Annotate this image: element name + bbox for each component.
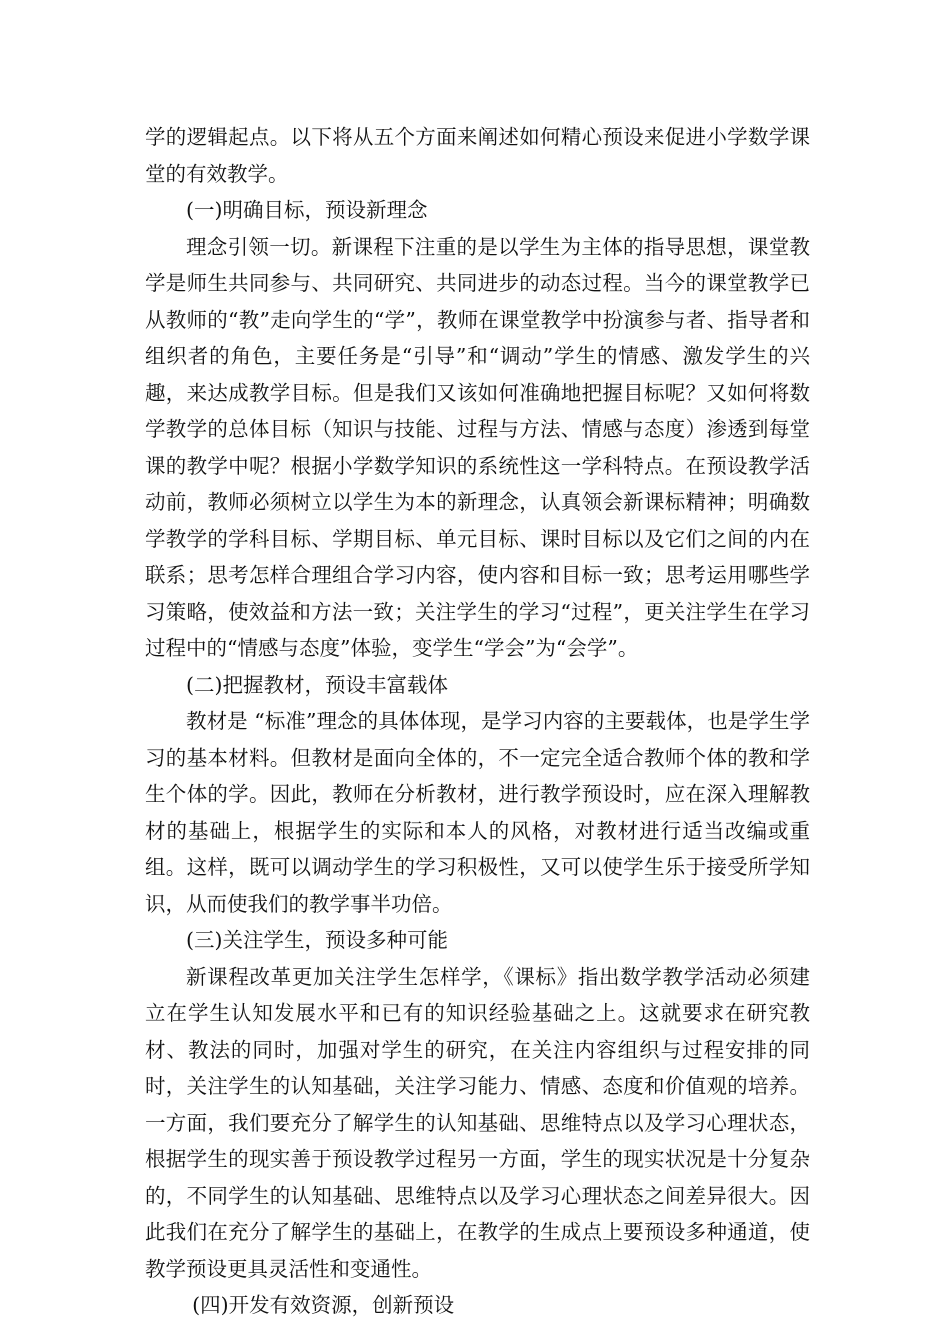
paragraph-section-3: 新课程改革更加关注学生怎样学，《课标》指出数学教学活动必须建立在学生认知发展水平和已有的知识经验基础之上。这就要求在研究教材、教法的同时，加强对学生的研究，在关注内容组织与过程安排的同时，关注学生的认知基础，关注学习能力、情感、态度和价值观的培养。一方面，我们要充分了解学生的认知基础、思维特点以及学习心理状态，根据学生的现实善于预设教学过程另一方面，学生的现实状况是十分复杂的，不同学生的认知基础、思维特点以及学习心理状态之间差异很大。因此我们在充分了解学生的基础上，在教学的生成点上要预设多种通道，使教学预设更具灵活性和变通性。 [145,964,810,1281]
section-heading-3: (三)关注学生，预设多种可能 [186,928,448,952]
section-heading-4: (四)开发有效资源，创新预设 [192,1293,455,1317]
section-heading-2: (二)把握教材，预设丰富载体 [186,672,448,697]
section-heading-1: (一)明确目标，预设新理念 [186,198,428,222]
document-body [145,119,810,1324]
paragraph-section-2: 教材是 “标准”理念的具体体现，是学习内容的主要载体，也是学生学习的基本材料。但教材是面向全体的，不一定完全适合教师个体的教和学生个体的学。因此，教师在分析教材，进行教学预设时，应在深入理解教材的基础上，根据学生的实际和本人的风格，对教材进行适当改编或重组。这样，既可以调动学生的学习积极性，又可以使学生乐于接受所学知识，从而使我们的教学事半功倍。 [145,709,810,916]
paragraph-intro-continued: 学的逻辑起点。以下将从五个方面来阐述如何精心预设来促进小学数学课堂的有效教学。 [145,125,810,186]
paragraph-section-1: 理念引领一切。新课程下注重的是以学生为主体的指导思想，课堂教学是师生共同参与、共同研究、共同进步的动态过程。当今的课堂教学已从教师的“教”走向学生的“学”，教师在课堂教学中扮演参与者、指导者和组织者的角色，主要任务是“引导”和“调动”学生的情感、激发学生的兴趣，来达成教学目标。但是我们又该如何准确地把握目标呢？又如何将数学教学的总体目标（知识与技能、过程与方法、情感与态度）渗透到每堂课的教学中呢？根据小学数学知识的系统性这一学科特点。在预设教学活动前，教师必须树立以学生为本的新理念，认真领会新课标精神；明确数学教学的学科目标、学期目标、单元目标、课时目标以及它们之间的内在联系；思考怎样合理组合学习内容，使内容和目标一致；思考运用哪些学习策略，使效益和方法一致；关注学生的学习“过程”，更关注学生在学习过程中的“情感与态度”体验，变学生“学会”为“会学”。 [145,234,810,660]
